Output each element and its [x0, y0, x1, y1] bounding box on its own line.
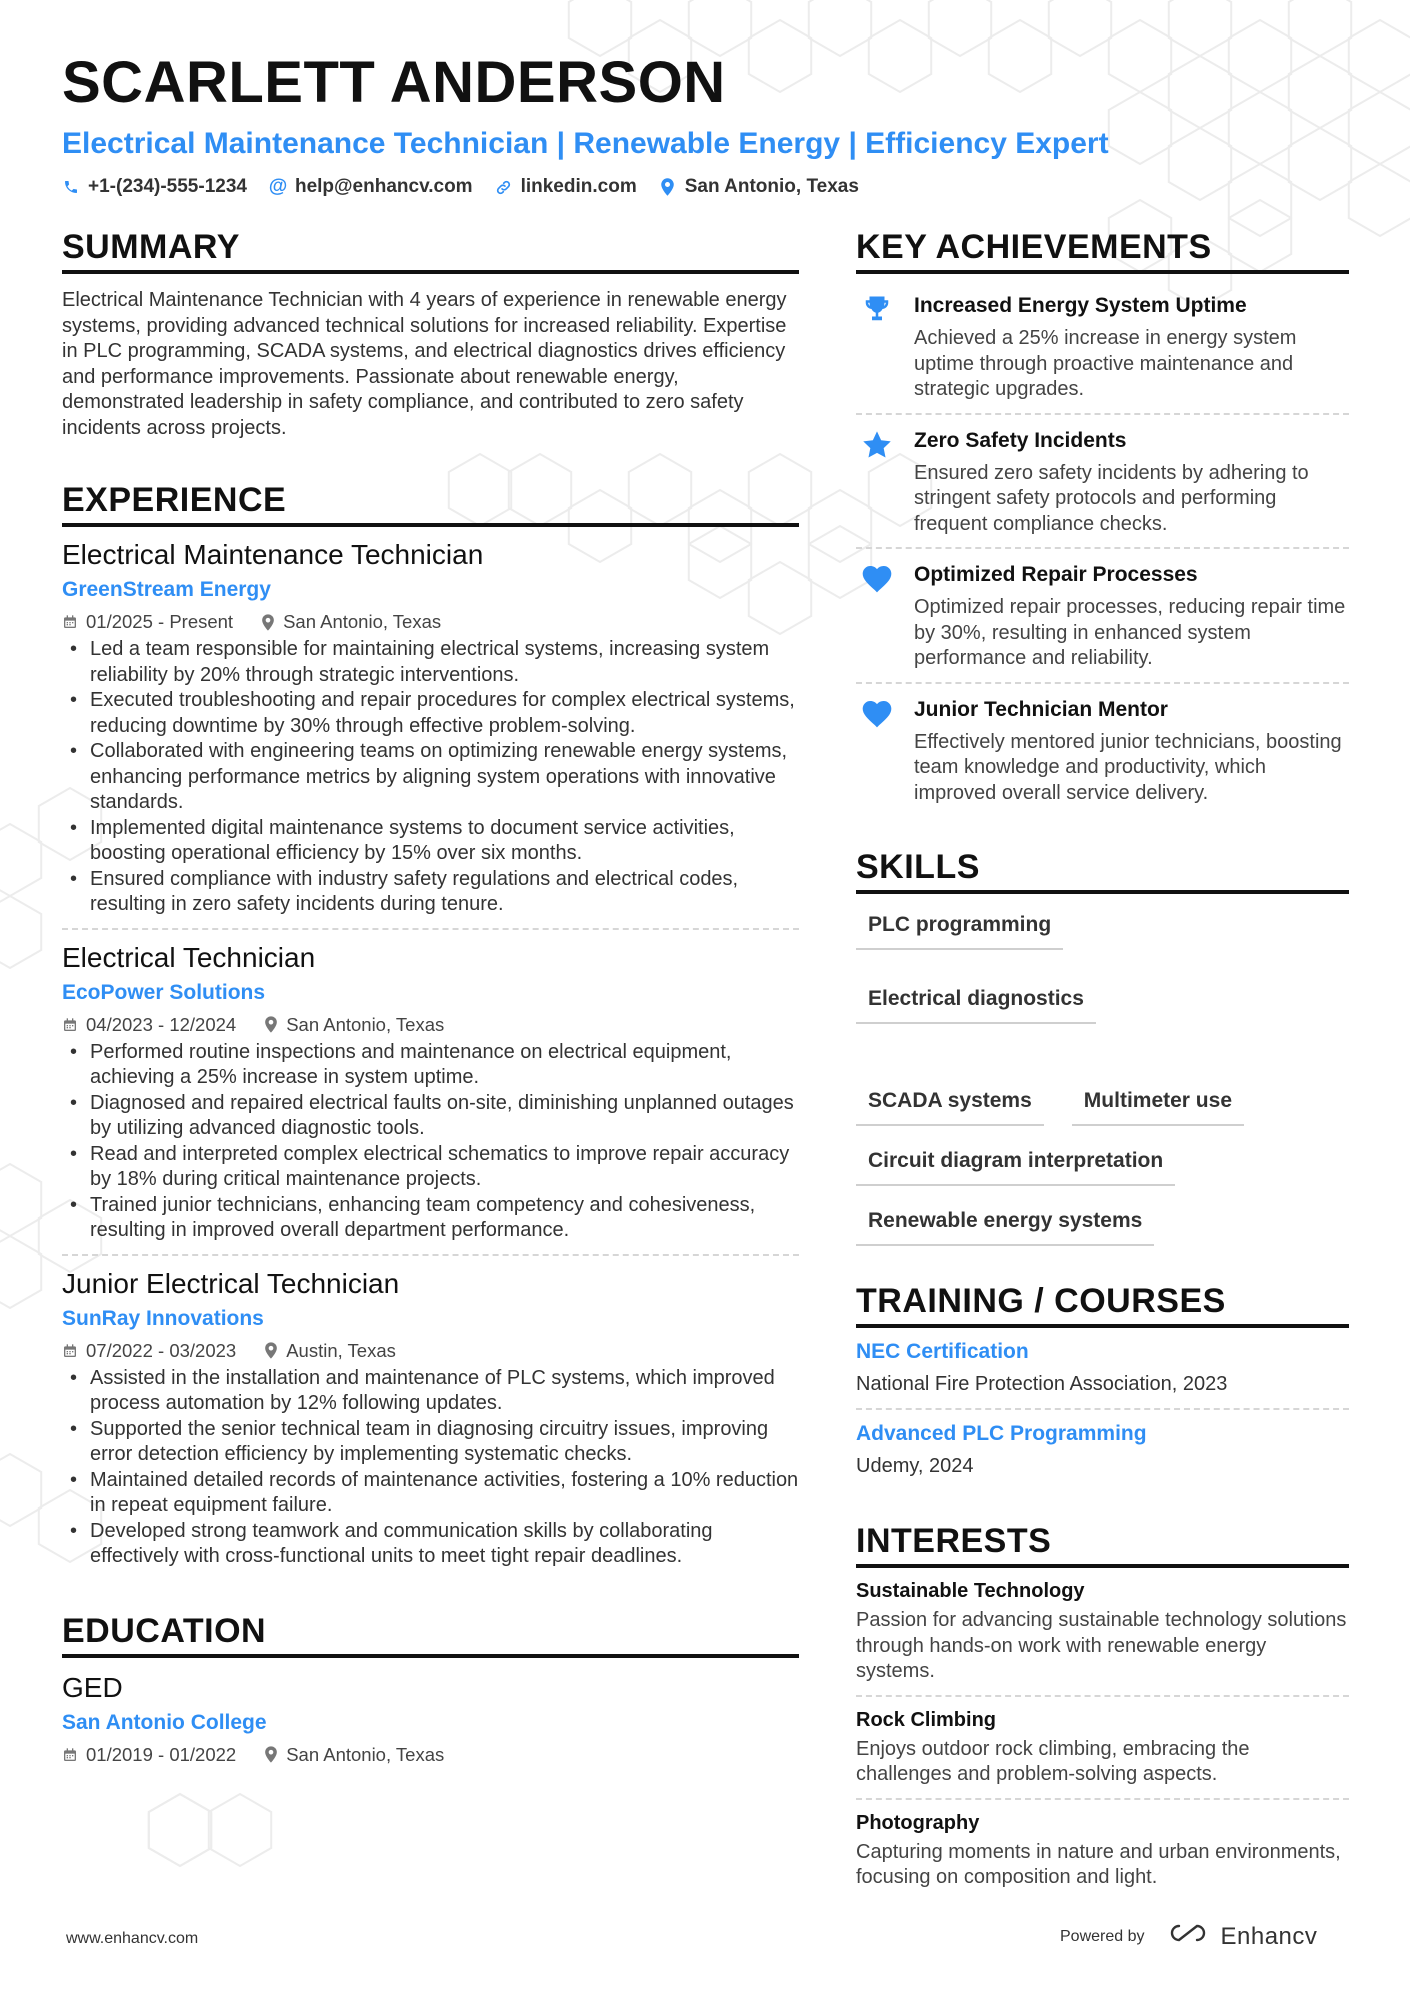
interest-title: Sustainable Technology: [856, 1580, 1085, 1602]
job-dates-text: 04/2023 - 12/2024: [86, 1013, 237, 1035]
training-heading: TRAINING / COURSES: [856, 1280, 1349, 1328]
job-dates: [62, 1338, 236, 1364]
achievement-item: [856, 280, 1349, 413]
education-school: San Antonio College: [62, 1710, 267, 1734]
job-bullet: • Performed routine inspections and maintenance on electrical equipment, achieving a 25% increase in system uptime.: [62, 1040, 799, 1091]
job-bullet: • Executed troubleshooting and repair procedures for complex electrical systems, reducing downtime by 30% through effective problem-solving.: [62, 688, 799, 739]
education-entry: [62, 1658, 799, 1768]
course-provider: Udemy, 2024: [856, 1455, 974, 1477]
achievement-title: Junior Technician Mentor: [914, 697, 1168, 721]
achievements-heading: KEY ACHIEVEMENTS: [856, 226, 1349, 274]
job-location: [261, 609, 441, 635]
job-location-text: San Antonio, Texas: [286, 1013, 445, 1035]
job-bullet: • Implemented digital maintenance systems to document service activities, boosting operational efficiency by 15% over six months.: [62, 816, 799, 867]
hexagon-shape: [149, 1794, 211, 1866]
contact-location-text: San Antonio, Texas: [684, 176, 859, 197]
achievement-body: [914, 292, 1349, 403]
skill-tag: PLC programming: [856, 904, 1063, 950]
heart-icon: [856, 696, 898, 807]
hexagon-shape: [0, 1454, 41, 1526]
job-bullets: [62, 1366, 799, 1570]
contact-linkedin[interactable]: [495, 176, 637, 198]
achievement-body: [914, 561, 1349, 672]
interest-item: [856, 1798, 1349, 1901]
map-pin-icon: [264, 1746, 278, 1763]
candidate-headline: Electrical Maintenance Technician | Renewable Energy | Efficiency Expert: [62, 127, 1109, 160]
job-dates: [62, 609, 233, 635]
achievement-title: Increased Energy System Uptime: [914, 294, 1247, 317]
interest-desc: Enjoys outdoor rock climbing, embracing the challenges and problem-solving aspects.: [856, 1737, 1250, 1785]
skills-section: [856, 846, 1349, 1246]
company-name: GreenStream Energy: [62, 578, 271, 601]
summary-section: [62, 226, 799, 441]
job-dates-text: 07/2022 - 03/2023: [86, 1339, 237, 1361]
job-bullets: [62, 637, 799, 918]
skill-tag: SCADA systems: [856, 1080, 1044, 1126]
heart-icon: [856, 561, 898, 672]
hexagon-shape: [0, 896, 41, 968]
skill-tag: Circuit diagram interpretation: [856, 1140, 1175, 1186]
footer-branding: [1060, 1922, 1317, 1951]
contact-linkedin-text: linkedin.com: [520, 176, 637, 197]
job-bullet: • Assisted in the installation and maintenance of PLC systems, which improved process automation by 12% following updates.: [62, 1366, 799, 1417]
interest-desc: Passion for advancing sustainable technology solutions through hands-on work with renewable energy systems.: [856, 1609, 1347, 1682]
job-meta: [62, 609, 799, 635]
powered-by-label: Powered by: [1060, 1927, 1145, 1945]
link-icon: [495, 178, 513, 196]
contact-bar: [62, 176, 1362, 198]
company-name: EcoPower Solutions: [62, 980, 266, 1004]
hexagon-shape: [209, 1794, 271, 1866]
education-degree: GED: [62, 1671, 123, 1703]
experience-heading: EXPERIENCE: [62, 479, 799, 527]
right-column: [856, 226, 1349, 1901]
skill-tag: Renewable energy systems: [856, 1200, 1154, 1246]
job-bullet: • Collaborated with engineering teams on optimizing renewable energy systems, enhancing performance metrics by aligning system operations with innovative standards.: [62, 739, 799, 816]
hexagon-shape: [0, 1236, 41, 1308]
job-bullets: [62, 1040, 799, 1244]
footer-website[interactable]: www.enhancv.com: [66, 1930, 199, 1947]
calendar-icon: [62, 614, 78, 630]
achievement-body: [914, 696, 1349, 807]
achievement-desc: Effectively mentored junior technicians, boosting team knowledge and productivity, which improved overall service delivery.: [914, 730, 1342, 804]
contact-phone[interactable]: [62, 176, 247, 198]
achievement-item: [856, 547, 1349, 682]
course-title: NEC Certification: [856, 1340, 1029, 1363]
job-location-text: San Antonio, Texas: [283, 611, 442, 632]
course-item: [856, 1408, 1349, 1490]
job-title: Electrical Technician: [62, 941, 316, 973]
trophy-icon: [856, 292, 898, 403]
resume-header: [62, 48, 1362, 198]
course-item: [856, 1328, 1349, 1408]
interest-title: Rock Climbing: [856, 1708, 997, 1731]
company-name: SunRay Innovations: [62, 1306, 264, 1330]
education-location: [264, 1742, 444, 1768]
education-dates-text: 01/2019 - 01/2022: [86, 1743, 237, 1765]
interest-item: [856, 1695, 1349, 1798]
experience-list: [62, 527, 799, 1570]
achievement-desc: Achieved a 25% increase in energy system uptime through proactive maintenance and strategic upgrades.: [914, 327, 1297, 400]
contact-phone-text: +1-(234)-555-1234: [88, 176, 247, 197]
education-location-text: San Antonio, Texas: [286, 1743, 445, 1765]
job-bullet: • Ensured compliance with industry safety regulations and electrical codes, resulting in zero safety incidents during tenure.: [62, 867, 799, 918]
achievements-section: [856, 226, 1349, 816]
skill-tag: Multimeter use: [1072, 1080, 1244, 1126]
phone-icon: [62, 178, 80, 196]
contact-email[interactable]: [269, 176, 473, 198]
left-column: [62, 226, 799, 1768]
course-provider: National Fire Protection Association, 2023: [856, 1373, 1228, 1395]
job-bullet: • Maintained detailed records of maintenance activities, fostering a 10% reduction in repeat equipment failure.: [62, 1468, 799, 1519]
job-meta: [62, 1338, 799, 1364]
job-bullet: • Diagnosed and repaired electrical faults on-site, diminishing unplanned outages by utilizing advanced diagnostic tools.: [62, 1091, 799, 1142]
interests-list: [856, 1568, 1349, 1901]
job-meta: [62, 1012, 799, 1038]
achievement-body: [914, 427, 1349, 538]
interest-item: [856, 1568, 1349, 1695]
achievement-title: Optimized Repair Processes: [914, 563, 1198, 586]
job-bullet: • Led a team responsible for maintaining electrical systems, increasing system reliability by 20% through strategic interventions.: [62, 637, 799, 688]
candidate-name: SCARLETT ANDERSON: [62, 50, 726, 115]
star-icon: [856, 427, 898, 538]
map-pin-icon: [264, 1016, 278, 1033]
education-meta: [62, 1742, 799, 1768]
job-location: [264, 1012, 444, 1038]
interests-section: [856, 1520, 1349, 1901]
course-title: Advanced PLC Programming: [856, 1422, 1147, 1445]
calendar-icon: [62, 1343, 78, 1359]
map-pin-icon: [261, 614, 275, 631]
experience-entry: [62, 928, 799, 1244]
job-title: Junior Electrical Technician: [62, 1267, 400, 1299]
job-bullet: • Read and interpreted complex electrical schematics to improve repair accuracy by 18% during critical maintenance projects.: [62, 1142, 799, 1193]
experience-entry: [62, 527, 799, 918]
interest-title: Photography: [856, 1811, 980, 1834]
education-heading: EDUCATION: [62, 1610, 799, 1658]
summary-text: Electrical Maintenance Technician with 4 years of experience in renewable energy systems, providing advanced technical solutions for increased reliability. Expertise in PLC programming, SCADA systems, and electrical diagnostics drives efficiency and performance improvements. Passionate about renewable energy, demonstrated leadership in safety compliance, and contributed to zero safety incidents across projects.: [62, 289, 787, 439]
map-pin-icon: [659, 178, 677, 196]
achievement-desc: Optimized repair processes, reducing repair time by 30%, resulting in enhanced system performance and reliability.: [914, 596, 1346, 669]
at-icon: @: [268, 176, 288, 197]
hexagon-shape: [0, 1164, 41, 1236]
job-location: [264, 1338, 396, 1364]
education-section: [62, 1610, 799, 1768]
calendar-icon: [62, 1017, 78, 1033]
job-bullet: • Supported the senior technical team in diagnosing circuitry issues, improving error detection efficiency by implementing systematic checks.: [62, 1417, 799, 1468]
interests-heading: INTERESTS: [856, 1520, 1349, 1568]
contact-email-text: help@enhancv.com: [294, 176, 473, 197]
job-title: Electrical Maintenance Technician: [62, 539, 484, 570]
job-location-text: Austin, Texas: [286, 1339, 396, 1361]
skills-heading: SKILLS: [856, 846, 1349, 894]
achievement-item: [856, 413, 1349, 548]
contact-location: [659, 176, 859, 198]
map-pin-icon: [264, 1342, 278, 1359]
experience-entry: [62, 1254, 799, 1570]
enhancv-logo-icon: [1167, 1922, 1213, 1951]
enhancv-logo[interactable]: [1167, 1922, 1318, 1951]
achievement-item: [856, 682, 1349, 817]
interest-desc: Capturing moments in nature and urban environments, focusing on composition and light.: [856, 1840, 1341, 1888]
job-dates: [62, 1012, 236, 1038]
summary-heading: SUMMARY: [62, 226, 799, 274]
calendar-icon: [62, 1747, 78, 1763]
enhancv-logo-text: Enhancv: [1220, 1922, 1318, 1950]
training-list: [856, 1328, 1349, 1490]
hexagon-shape: [149, 1794, 211, 1866]
achievements-list: [856, 280, 1349, 816]
job-dates-text: 01/2025 - Present: [86, 611, 234, 632]
job-bullet: • Developed strong teamwork and communication skills by collaborating effectively with cross-functional units to meet tight repair deadlines.: [62, 1519, 799, 1570]
skill-tag: Electrical diagnostics: [856, 978, 1096, 1024]
job-bullet: • Trained junior technicians, enhancing team competency and cohesiveness, resulting in improved overall department performance.: [62, 1193, 799, 1244]
achievement-desc: Ensured zero safety incidents by adhering to stringent safety protocols and performing frequent compliance checks.: [914, 461, 1309, 535]
hexagon-shape: [0, 824, 41, 896]
training-section: [856, 1280, 1349, 1490]
experience-section: [62, 479, 799, 1570]
achievement-title: Zero Safety Incidents: [914, 428, 1127, 452]
education-dates: [62, 1742, 236, 1768]
skills-list: [856, 904, 1349, 1246]
